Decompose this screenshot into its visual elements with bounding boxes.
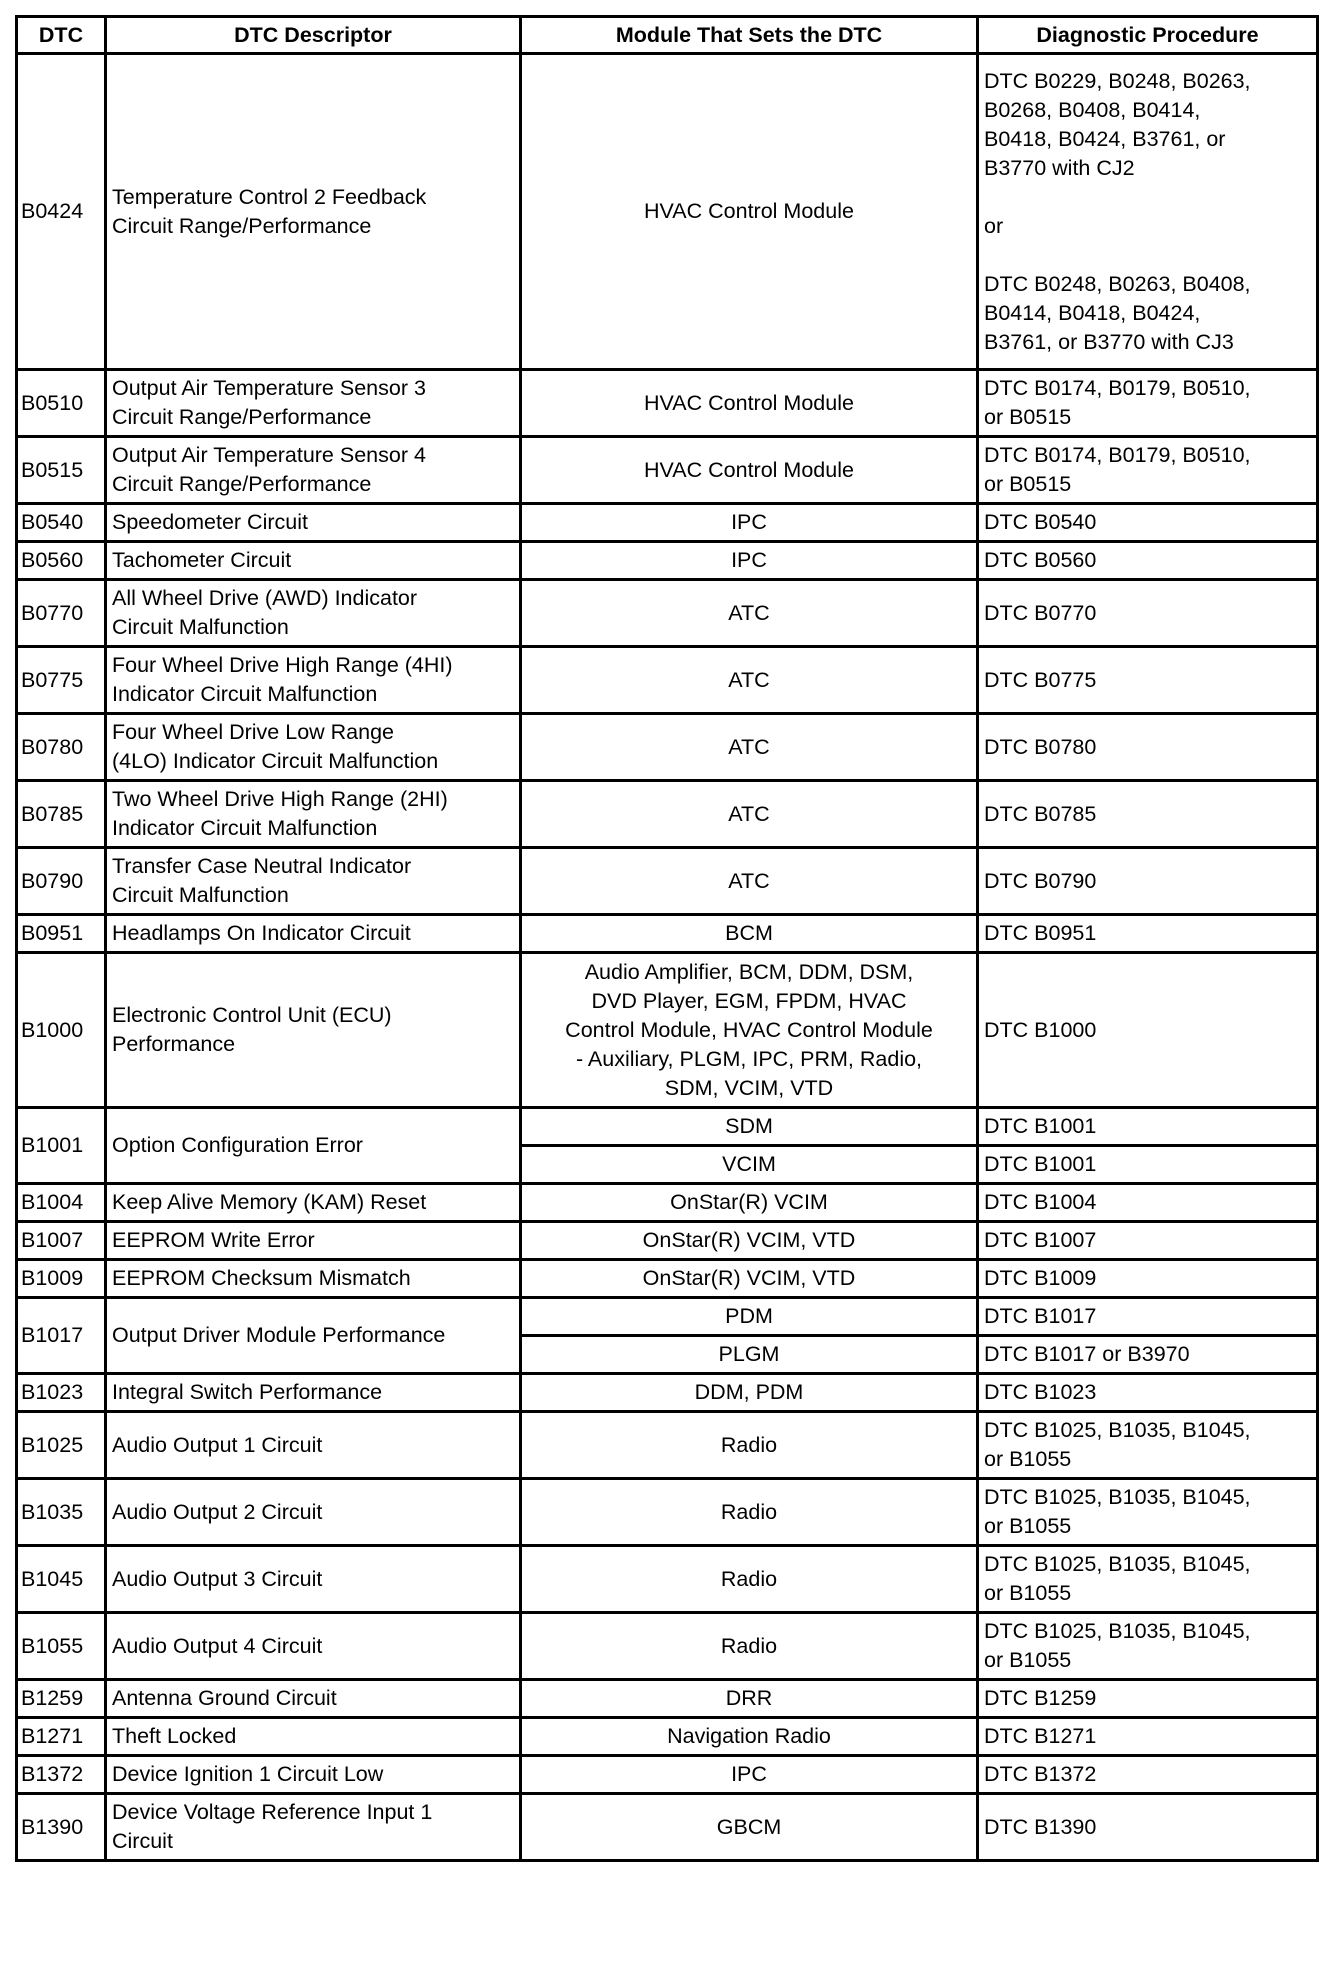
dtc-code: B1390 [17,1794,106,1861]
table-row [17,647,1318,714]
table-row [17,580,1318,647]
table-row [17,1412,1318,1479]
table-row [17,1794,1318,1861]
setting-module: Navigation Radio [521,1718,978,1756]
setting-module: DDM, PDM [521,1374,978,1412]
dtc-descriptor: Antenna Ground Circuit [106,1680,521,1718]
table-row [17,1718,1318,1756]
dtc-code: B0951 [17,915,106,953]
dtc-code: B1017 [17,1298,106,1374]
header-procedure: Diagnostic Procedure [978,17,1318,54]
dtc-descriptor: EEPROM Checksum Mismatch [106,1260,521,1298]
diagnostic-procedure: DTC B0540 [978,504,1318,542]
table-row [17,504,1318,542]
dtc-descriptor: Speedometer Circuit [106,504,521,542]
dtc-code: B1009 [17,1260,106,1298]
dtc-code: B0540 [17,504,106,542]
setting-module: SDM [521,1108,978,1146]
setting-module: ATC [521,714,978,781]
dtc-descriptor: Temperature Control 2 Feedback Circuit Range/Performance [106,54,521,370]
diagnostic-procedure: DTC B1004 [978,1184,1318,1222]
setting-module: GBCM [521,1794,978,1861]
header-descriptor: DTC Descriptor [106,17,521,54]
setting-module: ATC [521,580,978,647]
diagnostic-procedure: DTC B1025, B1035, B1045, or B1055 [978,1479,1318,1546]
dtc-code: B1271 [17,1718,106,1756]
dtc-descriptor: Two Wheel Drive High Range (2HI) Indicator Circuit Malfunction [106,781,521,848]
dtc-descriptor: Integral Switch Performance [106,1374,521,1412]
diagnostic-procedure: DTC B1001 [978,1146,1318,1184]
dtc-code: B0785 [17,781,106,848]
diagnostic-procedure: DTC B0780 [978,714,1318,781]
diagnostic-procedure: DTC B0785 [978,781,1318,848]
table-body [17,54,1318,1861]
dtc-code: B1045 [17,1546,106,1613]
table-row [17,1756,1318,1794]
diagnostic-procedure: DTC B0790 [978,848,1318,915]
diagnostic-procedure: DTC B1025, B1035, B1045, or B1055 [978,1412,1318,1479]
setting-module: IPC [521,1756,978,1794]
diagnostic-procedure: DTC B0174, B0179, B0510, or B0515 [978,437,1318,504]
dtc-code: B0510 [17,370,106,437]
diagnostic-procedure: DTC B1259 [978,1680,1318,1718]
dtc-code: B1025 [17,1412,106,1479]
dtc-descriptor: Theft Locked [106,1718,521,1756]
diagnostic-procedure: DTC B0229, B0248, B0263, B0268, B0408, B0414, B0418, B0424, B3761, or B3770 with CJ2 or DTC B0248, B0263, B0408, B0414, B0418, B0424, B3761, or B3770 with CJ3 [978,54,1318,370]
diagnostic-procedure: DTC B1017 or B3970 [978,1336,1318,1374]
diagnostic-procedure: DTC B1372 [978,1756,1318,1794]
setting-module: HVAC Control Module [521,370,978,437]
dtc-code: B0515 [17,437,106,504]
diagnostic-procedure: DTC B1017 [978,1298,1318,1336]
table-row [17,915,1318,953]
table-row [17,781,1318,848]
dtc-code: B1259 [17,1680,106,1718]
dtc-code: B0560 [17,542,106,580]
setting-module: OnStar(R) VCIM, VTD [521,1260,978,1298]
diagnostic-procedure: DTC B0560 [978,542,1318,580]
dtc-code: B0775 [17,647,106,714]
dtc-descriptor: Device Voltage Reference Input 1 Circuit [106,1794,521,1861]
diagnostic-procedure: DTC B1009 [978,1260,1318,1298]
setting-module: PLGM [521,1336,978,1374]
diagnostic-procedure: DTC B1025, B1035, B1045, or B1055 [978,1613,1318,1680]
diagnostic-procedure: DTC B0770 [978,580,1318,647]
dtc-descriptor: Audio Output 3 Circuit [106,1546,521,1613]
dtc-descriptor: Audio Output 1 Circuit [106,1412,521,1479]
diagnostic-procedure: DTC B0174, B0179, B0510, or B0515 [978,370,1318,437]
setting-module: ATC [521,848,978,915]
setting-module: HVAC Control Module [521,54,978,370]
table-row [17,437,1318,504]
table-row [17,370,1318,437]
setting-module: IPC [521,504,978,542]
diagnostic-procedure: DTC B1023 [978,1374,1318,1412]
setting-module: Audio Amplifier, BCM, DDM, DSM, DVD Player, EGM, FPDM, HVAC Control Module, HVAC Control Module - Auxiliary, PLGM, IPC, PRM, Radio, SDM, VCIM, VTD [521,953,978,1108]
dtc-code: B1000 [17,953,106,1108]
setting-module: Radio [521,1613,978,1680]
dtc-code: B1023 [17,1374,106,1412]
dtc-descriptor: Output Driver Module Performance [106,1298,521,1374]
dtc-code: B1055 [17,1613,106,1680]
dtc-descriptor: Output Air Temperature Sensor 4 Circuit Range/Performance [106,437,521,504]
dtc-descriptor: EEPROM Write Error [106,1222,521,1260]
diagnostic-procedure: DTC B1000 [978,953,1318,1108]
dtc-code: B1035 [17,1479,106,1546]
header-dtc: DTC [17,17,106,54]
setting-module: Radio [521,1412,978,1479]
dtc-code: B1007 [17,1222,106,1260]
table-row [17,1546,1318,1613]
dtc-code: B1372 [17,1756,106,1794]
dtc-descriptor: Output Air Temperature Sensor 3 Circuit Range/Performance [106,370,521,437]
diagnostic-procedure: DTC B0775 [978,647,1318,714]
setting-module: ATC [521,781,978,848]
diagnostic-procedure: DTC B1271 [978,1718,1318,1756]
dtc-descriptor: Tachometer Circuit [106,542,521,580]
setting-module: ATC [521,647,978,714]
header-module: Module That Sets the DTC [521,17,978,54]
table-row [17,1108,1318,1146]
table-row [17,1260,1318,1298]
dtc-descriptor: Option Configuration Error [106,1108,521,1184]
dtc-descriptor: Four Wheel Drive High Range (4HI) Indicator Circuit Malfunction [106,647,521,714]
table-row [17,714,1318,781]
dtc-descriptor: Audio Output 2 Circuit [106,1479,521,1546]
dtc-descriptor: Audio Output 4 Circuit [106,1613,521,1680]
table-row [17,542,1318,580]
table-row [17,1613,1318,1680]
diagnostic-procedure: DTC B1007 [978,1222,1318,1260]
setting-module: OnStar(R) VCIM [521,1184,978,1222]
dtc-descriptor: Keep Alive Memory (KAM) Reset [106,1184,521,1222]
dtc-descriptor: Device Ignition 1 Circuit Low [106,1756,521,1794]
table-row [17,1479,1318,1546]
table-header-row [17,17,1318,54]
setting-module: OnStar(R) VCIM, VTD [521,1222,978,1260]
dtc-descriptor: Electronic Control Unit (ECU) Performance [106,953,521,1108]
dtc-code: B0780 [17,714,106,781]
setting-module: DRR [521,1680,978,1718]
table-row [17,1184,1318,1222]
table-row [17,1222,1318,1260]
diagnostic-procedure: DTC B1025, B1035, B1045, or B1055 [978,1546,1318,1613]
dtc-code: B0770 [17,580,106,647]
setting-module: PDM [521,1298,978,1336]
table-row [17,953,1318,1108]
setting-module: HVAC Control Module [521,437,978,504]
setting-module: IPC [521,542,978,580]
dtc-code: B0424 [17,54,106,370]
setting-module: Radio [521,1546,978,1613]
setting-module: Radio [521,1479,978,1546]
diagnostic-procedure: DTC B1390 [978,1794,1318,1861]
dtc-table [15,15,1319,1862]
dtc-code: B0790 [17,848,106,915]
diagnostic-procedure: DTC B0951 [978,915,1318,953]
diagnostic-procedure: DTC B1001 [978,1108,1318,1146]
dtc-descriptor: Transfer Case Neutral Indicator Circuit Malfunction [106,848,521,915]
table-row [17,54,1318,370]
dtc-descriptor: All Wheel Drive (AWD) Indicator Circuit Malfunction [106,580,521,647]
table-row [17,1298,1318,1336]
setting-module: BCM [521,915,978,953]
table-row [17,1374,1318,1412]
dtc-code: B1001 [17,1108,106,1184]
table-row [17,1680,1318,1718]
dtc-descriptor: Four Wheel Drive Low Range (4LO) Indicator Circuit Malfunction [106,714,521,781]
setting-module: VCIM [521,1146,978,1184]
dtc-code: B1004 [17,1184,106,1222]
dtc-descriptor: Headlamps On Indicator Circuit [106,915,521,953]
table-row [17,848,1318,915]
